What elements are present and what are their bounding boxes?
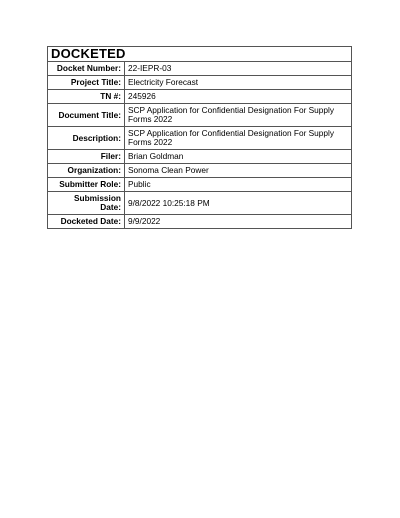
docketed-date-value: 9/9/2022: [125, 215, 352, 229]
table-row-description: [48, 127, 351, 150]
submission-date-label: Submission Date:: [48, 192, 125, 215]
submitter-role-value: Public: [125, 178, 352, 192]
tn-value: 245926: [125, 90, 352, 104]
document-title-label: Document Title:: [48, 104, 125, 127]
description-label: Description:: [48, 127, 125, 150]
tn-label: TN #:: [48, 90, 125, 104]
docket-title: DOCKETED: [48, 47, 351, 62]
table-row-organization: [48, 164, 351, 178]
table-row-filer: [48, 150, 351, 164]
organization-label: Organization:: [48, 164, 125, 178]
project-title-value: Electricity Forecast: [125, 76, 352, 90]
table-row-submission-date: [48, 192, 351, 215]
table-row-tn: [48, 90, 351, 104]
docketed-date-label: Docketed Date:: [48, 215, 125, 229]
docket-number-value: 22-IEPR-03: [125, 62, 352, 76]
table-row-docket-number: [48, 62, 351, 76]
filer-value: Brian Goldman: [125, 150, 352, 164]
project-title-label: Project Title:: [48, 76, 125, 90]
filer-label: Filer:: [48, 150, 125, 164]
document-title-value: SCP Application for Confidential Designation For Supply Forms 2022: [125, 104, 352, 127]
table-row-docketed-date: [48, 215, 351, 229]
submitter-role-label: Submitter Role:: [48, 178, 125, 192]
table-row-project-title: [48, 76, 351, 90]
table-row-submitter-role: [48, 178, 351, 192]
submission-date-value: 9/8/2022 10:25:18 PM: [125, 192, 352, 215]
organization-value: Sonoma Clean Power: [125, 164, 352, 178]
docket-info-box: [47, 46, 352, 229]
table-row-document-title: [48, 104, 351, 127]
docket-table: [48, 62, 351, 228]
description-value: SCP Application for Confidential Designation For Supply Forms 2022: [125, 127, 352, 150]
docket-number-label: Docket Number:: [48, 62, 125, 76]
